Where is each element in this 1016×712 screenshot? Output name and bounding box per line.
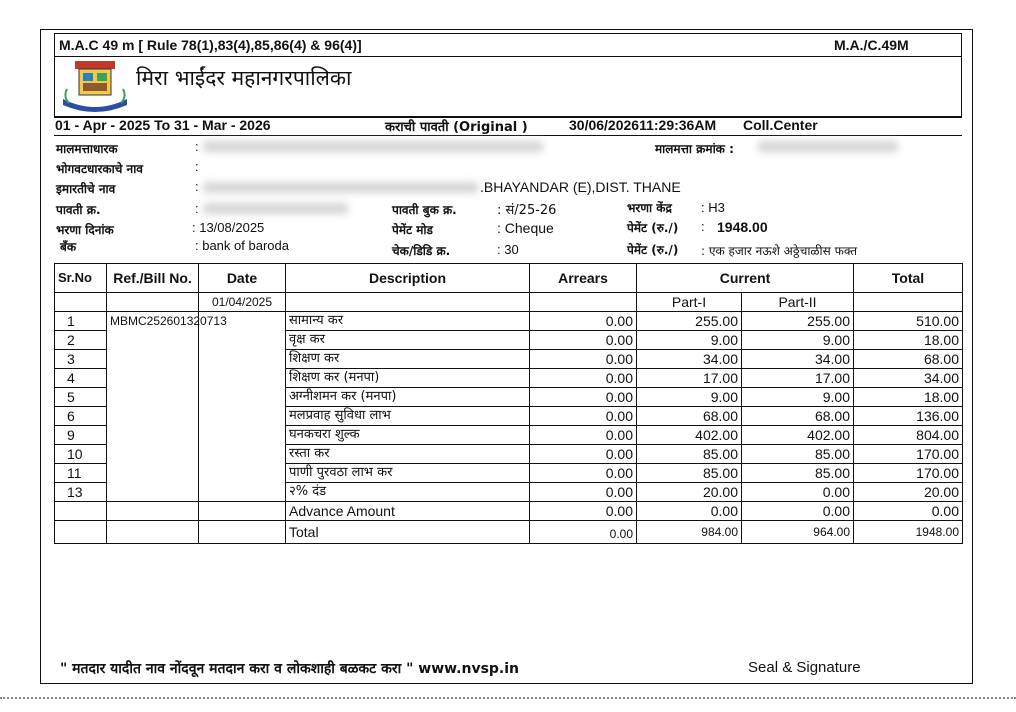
row-part1: 85.00 (637, 464, 742, 483)
sub-header-row (55, 293, 963, 312)
row-description: शिक्षण कर (286, 350, 530, 369)
row-ref (107, 407, 199, 426)
building-colon: : (195, 179, 199, 194)
advance-total: 0.00 (854, 502, 963, 521)
advance-row (55, 502, 963, 521)
payment-amount-colon: : (701, 219, 705, 234)
property-number-label: मालमत्ता क्रमांक : (655, 142, 734, 156)
row-description: सामान्य कर (286, 312, 530, 331)
building-value-redacted (203, 182, 478, 193)
row-part2: 85.00 (742, 464, 854, 483)
form-code: M.A./C.49M (834, 37, 909, 53)
receipt-date-value: : 13/08/2025 (192, 220, 265, 235)
row-description: वृक्ष कर (286, 331, 530, 350)
row-part2: 9.00 (742, 331, 854, 350)
row-ref (107, 426, 199, 445)
row-total: 510.00 (854, 312, 963, 331)
row-part2: 402.00 (742, 426, 854, 445)
row-date (199, 483, 286, 502)
row-date (199, 388, 286, 407)
collection-center-value: : H3 (701, 200, 725, 215)
row-arrears: 0.00 (530, 350, 637, 369)
row-part1: 68.00 (637, 407, 742, 426)
col-header-current: Current (637, 264, 854, 293)
row-part2: 0.00 (742, 483, 854, 502)
row-arrears: 0.00 (530, 407, 637, 426)
row-total: 170.00 (854, 464, 963, 483)
bank-value: : bank of baroda (195, 238, 289, 253)
row-total: 18.00 (854, 331, 963, 350)
building-label: इमारतीचे नाव (56, 182, 116, 196)
collection-center: Coll.Center (743, 117, 818, 133)
row-description: रस्ता कर (286, 445, 530, 464)
table-row (55, 464, 963, 483)
advance-label: Advance Amount (286, 502, 530, 521)
totals-row (55, 521, 963, 544)
row-total: 170.00 (854, 445, 963, 464)
col-header-part2: Part-II (742, 293, 854, 312)
table-row (55, 445, 963, 464)
col-header-arrears: Arrears (530, 264, 637, 293)
row-date (199, 464, 286, 483)
form-title: M.A.C 49 m [ Rule 78(1),83(4),85,86(4) & 96(4)] (59, 37, 362, 53)
period-bottom-divider (54, 135, 962, 136)
bank-label: बँक (60, 240, 77, 254)
row-total: 804.00 (854, 426, 963, 445)
tear-line (0, 697, 1016, 699)
row-total: 68.00 (854, 350, 963, 369)
row-ref (107, 464, 199, 483)
payment-amount-label: पेमेंट (रु./) (627, 221, 679, 235)
row-part1: 85.00 (637, 445, 742, 464)
col-header-description: Description (286, 264, 530, 293)
organization-name: मिरा भाईंदर महानगरपालिका (136, 66, 352, 90)
row-description: मलप्रवाह सुविधा लाभ (286, 407, 530, 426)
row-ref (107, 350, 199, 369)
row-arrears: 0.00 (530, 464, 637, 483)
row-description: २% दंड (286, 483, 530, 502)
row-date (199, 426, 286, 445)
table-row (55, 483, 963, 502)
row-part2: 255.00 (742, 312, 854, 331)
row-total: 136.00 (854, 407, 963, 426)
advance-arrears: 0.00 (530, 502, 637, 521)
row-arrears: 0.00 (530, 369, 637, 388)
cheque-number-value: : 30 (497, 242, 519, 257)
table-row (55, 407, 963, 426)
row-part2: 9.00 (742, 388, 854, 407)
row-arrears: 0.00 (530, 445, 637, 464)
municipal-emblem-logo (59, 59, 131, 113)
row-sr-number: 2 (55, 331, 107, 350)
row-description: शिक्षण कर (मनपा) (286, 369, 530, 388)
advance-part1: 0.00 (637, 502, 742, 521)
bill-reference-number: MBMC252601320713 (107, 312, 199, 331)
row-arrears: 0.00 (530, 331, 637, 350)
table-row (55, 388, 963, 407)
owner-colon: : (195, 139, 199, 154)
receipt-date-label: भरणा दिनांक (56, 223, 114, 237)
row-ref (107, 445, 199, 464)
col-header-date: Date (199, 264, 286, 293)
row-sr-number: 6 (55, 407, 107, 426)
row-sr-number: 13 (55, 483, 107, 502)
row-sr-number: 4 (55, 369, 107, 388)
receipt-type: कराची पावती (Original ) (385, 120, 528, 135)
row-total: 18.00 (854, 388, 963, 407)
row-date (199, 407, 286, 426)
totals-part1: 984.00 (637, 521, 742, 544)
row-sr-number: 9 (55, 426, 107, 445)
amount-in-words: : एक हजार नऊशे अठ्ठेचाळीस फक्त (701, 244, 858, 258)
receipt-period: 01 - Apr - 2025 To 31 - Mar - 2026 (55, 117, 271, 133)
row-part2: 85.00 (742, 445, 854, 464)
occupier-label: भोगवटधारकाचे नाव (56, 162, 143, 176)
row-part1: 34.00 (637, 350, 742, 369)
payment-amount-value: 1948.00 (717, 219, 768, 235)
row-sr-number: 10 (55, 445, 107, 464)
table-row (55, 426, 963, 445)
row-date (199, 331, 286, 350)
book-number-label: पावती बुक क्र. (392, 203, 457, 217)
receipt-number-label: पावती क्र. (56, 203, 101, 217)
row-total: 20.00 (854, 483, 963, 502)
row-total: 34.00 (854, 369, 963, 388)
table-row (55, 350, 963, 369)
totals-total: 1948.00 (854, 521, 963, 544)
row-ref (107, 388, 199, 407)
row-part2: 17.00 (742, 369, 854, 388)
seal-and-signature: Seal & Signature (748, 659, 861, 676)
row-ref (107, 369, 199, 388)
row-part1: 255.00 (637, 312, 742, 331)
receipt-number-colon: : (195, 201, 199, 216)
book-number-value: : सं/25-26 (497, 203, 557, 218)
owner-label: मालमत्ताधारक (56, 142, 118, 156)
table-header-row (55, 264, 963, 293)
row-part1: 9.00 (637, 388, 742, 407)
totals-label: Total (286, 521, 530, 544)
table-row (55, 369, 963, 388)
row-ref (107, 331, 199, 350)
payment-mode-value: : Cheque (497, 220, 554, 236)
row-ref (107, 483, 199, 502)
building-value: .BHAYANDAR (E),DIST. THANE (480, 179, 681, 195)
voter-registration-slogan: " मतदार यादीत नाव नोंदवून मतदान करा व लोकशाही बळकट करा " www.nvsp.in (60, 661, 520, 677)
row-date (199, 369, 286, 388)
receipt-timestamp: 30/06/202611:29:36AM (569, 117, 717, 133)
bill-date: 01/04/2025 (199, 293, 286, 312)
row-date (199, 350, 286, 369)
collection-center-label: भरणा केंद्र (627, 201, 672, 215)
table-row (55, 312, 963, 331)
row-part1: 402.00 (637, 426, 742, 445)
payment-mode-label: पेमेंट मोड (392, 223, 433, 237)
row-part2: 68.00 (742, 407, 854, 426)
row-arrears: 0.00 (530, 312, 637, 331)
row-part1: 9.00 (637, 331, 742, 350)
row-part1: 20.00 (637, 483, 742, 502)
col-header-ref: Ref./Bill No. (107, 264, 199, 293)
row-description: अग्नीशमन कर (मनपा) (286, 388, 530, 407)
row-sr-number: 5 (55, 388, 107, 407)
tax-breakdown-table (54, 263, 963, 544)
row-sr-number: 11 (55, 464, 107, 483)
property-number-redacted (758, 141, 898, 152)
col-header-part1: Part-I (637, 293, 742, 312)
row-arrears: 0.00 (530, 483, 637, 502)
row-arrears: 0.00 (530, 388, 637, 407)
cheque-number-label: चेक/डिडि क्र. (392, 244, 451, 258)
row-description: घनकचरा शुल्क (286, 426, 530, 445)
receipt-number-redacted (203, 203, 348, 214)
owner-value-redacted (203, 141, 543, 152)
row-description: पाणी पुरवठा लाभ कर (286, 464, 530, 483)
amount-words-label: पेमेंट (रु./) (627, 243, 679, 257)
col-header-total: Total (854, 264, 963, 293)
tax-rows (55, 312, 963, 502)
col-header-sr: Sr.No (55, 264, 107, 293)
row-part1: 17.00 (637, 369, 742, 388)
occupier-colon: : (195, 159, 199, 174)
totals-part2: 964.00 (742, 521, 854, 544)
row-arrears: 0.00 (530, 426, 637, 445)
row-date (199, 445, 286, 464)
row-sr-number: 3 (55, 350, 107, 369)
table-row (55, 331, 963, 350)
totals-arrears: 0.00 (530, 521, 637, 544)
advance-part2: 0.00 (742, 502, 854, 521)
header-divider (54, 56, 962, 57)
row-sr-number: 1 (55, 312, 107, 331)
row-part2: 34.00 (742, 350, 854, 369)
